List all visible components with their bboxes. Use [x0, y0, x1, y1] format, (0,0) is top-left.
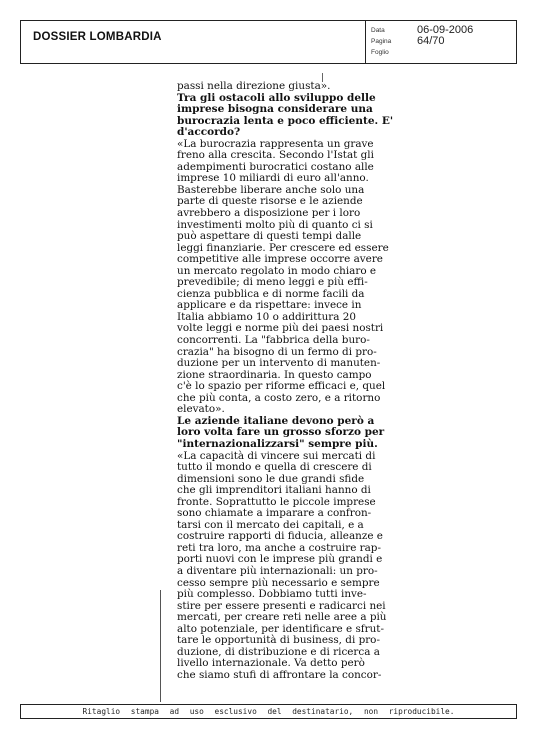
- header-divider: [365, 21, 366, 63]
- article-line: fronte. Soprattutto le piccole imprese: [177, 495, 376, 508]
- article-line: Italia abbiamo 10 o addirittura 20: [177, 310, 356, 323]
- sheet-row: [371, 47, 511, 58]
- article-line: tutto il mondo e quella di crescere di: [177, 461, 372, 474]
- article-line: leggi finanziarie. Per crescere ed essere: [177, 241, 389, 254]
- article-line: tarsi con il mercato dei capitali, e a: [177, 518, 364, 531]
- article-line: dimensioni sono le due grandi sfide: [177, 472, 365, 485]
- article-line: che siamo stufi di affrontare la concor-: [177, 668, 382, 681]
- article-line: adempimenti burocratici costano alle: [177, 160, 374, 173]
- article-body: [177, 80, 394, 681]
- question-line: Le aziende italiane devono però a: [177, 414, 375, 427]
- article-line: tare le opportunità di business, di pro-: [177, 634, 380, 647]
- page-label: Pagina: [371, 38, 392, 45]
- document-header: [20, 20, 517, 64]
- article-line: un mercato regolato in modo chiaro e: [177, 264, 377, 277]
- article-line: reti tra loro, ma anche a costruire rap-: [177, 541, 381, 554]
- article-line: elevato».: [177, 403, 225, 416]
- footer-notice: Ritaglio stampa ad uso esclusivo del destinatario, non riproducibile.: [20, 704, 517, 719]
- article-line: duzione per un intervento di manuten-: [177, 357, 381, 370]
- column-rule-left: [160, 590, 161, 702]
- article-line: sono chiamate a imparare a confron-: [177, 507, 372, 520]
- question-line: imprese bisogna considerare una: [177, 103, 373, 116]
- article-line: più complesso. Dobbiamo tutti inve-: [177, 588, 367, 601]
- article-line: competitive alle imprese occorre avere: [177, 253, 383, 266]
- sheet-label: Foglio: [371, 49, 389, 56]
- article-line: «La burocrazia rappresenta un grave: [177, 137, 374, 150]
- article-line: avrebbero a disposizione per i loro: [177, 207, 361, 220]
- question-line: d'accordo?: [177, 126, 241, 139]
- article-line: cienza pubblica e di norme facili da: [177, 287, 365, 300]
- article-line: può aspettare di questi tempi dalle: [177, 230, 362, 243]
- article-line: che gli imprenditori italiani hanno di: [177, 484, 371, 497]
- publication-title: DOSSIER LOMBARDIA: [33, 31, 162, 43]
- article-line: cesso sempre più necessario e sempre: [177, 576, 380, 589]
- article-line: mercati, per creare reti nelle aree a più: [177, 611, 387, 624]
- article-line: «La capacità di vincere sui mercati di: [177, 449, 376, 462]
- question-line: Tra gli ostacoli allo sviluppo delle: [177, 91, 376, 104]
- article-line: duzione, di distribuzione e di ricerca a: [177, 645, 380, 658]
- date-label: Data: [371, 27, 385, 34]
- article-line: freno alla crescita. Secondo l'Istat gli: [177, 149, 374, 162]
- date-value: 06-09-2006: [417, 24, 474, 36]
- article-line: applicare e da rispettare: invece in: [177, 299, 362, 312]
- page-row: [371, 36, 511, 47]
- article-line: livello internazionale. Va detto però: [177, 657, 365, 670]
- document-meta: [371, 25, 511, 58]
- article-line: passi nella direzione giusta».: [177, 80, 331, 92]
- question-line: "internazionalizzarsi" sempre più.: [177, 437, 378, 450]
- article-line: crazia" ha bisogno di un fermo di pro-: [177, 345, 377, 358]
- article-line: alto potenziale, per identificare e sfrut-: [177, 622, 384, 635]
- article-line: Basterebbe liberare anche solo una: [177, 183, 365, 196]
- article-line: costruire rapporti di fiducia, alleanze e: [177, 530, 383, 543]
- question-line: burocrazia lenta e poco efficiente. E': [177, 114, 394, 127]
- article-line: imprese 10 miliardi di euro all'anno.: [177, 172, 369, 185]
- article-line: stire per essere presenti e radicarci nei: [177, 599, 386, 612]
- article-line: volte leggi e norme più dei paesi nostri: [177, 322, 384, 335]
- article-line: prevedibile; di meno leggi e più effi-: [177, 276, 368, 289]
- article-line: concorrenti. La "fabbrica della buro-: [177, 334, 370, 347]
- article-line: parte di queste risorse e le aziende: [177, 195, 363, 208]
- article-line: zione straordinaria. In questo campo: [177, 368, 372, 381]
- article-line: investimenti molto più di quanto ci si: [177, 218, 373, 231]
- article-line: porti nuovi con le imprese più grandi e: [177, 553, 383, 566]
- article-line: c'è lo spazio per riforme efficaci e, quel: [177, 380, 386, 393]
- article-line: a diventare più internazionali: un pro-: [177, 564, 378, 577]
- article-line: che più conta, a costo zero, e a ritorno: [177, 391, 381, 404]
- page-value: 64/70: [417, 35, 445, 47]
- question-line: loro volta fare un grosso sforzo per: [177, 426, 385, 439]
